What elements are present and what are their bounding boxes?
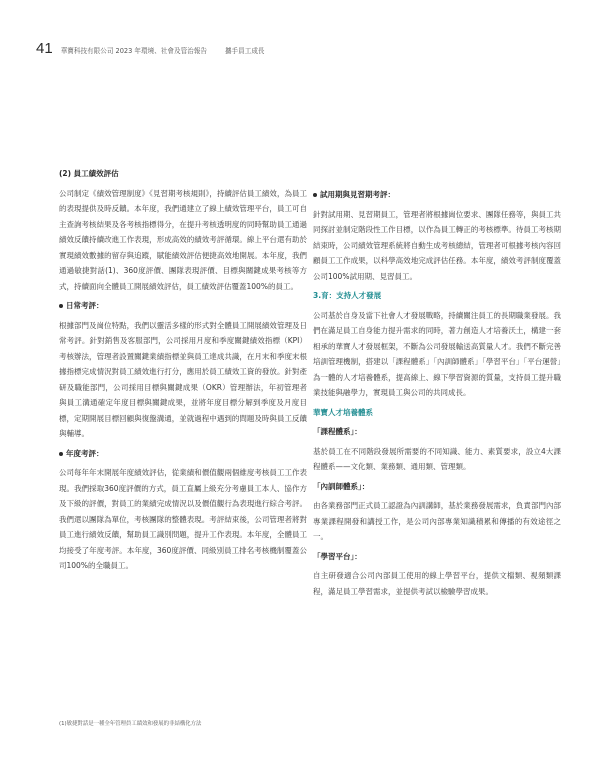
section-label: 攜手員工成長 [224, 47, 265, 55]
left-column [59, 166, 307, 578]
course-system-heading: 「課程體系」： [313, 427, 362, 436]
probation-heading [313, 187, 561, 203]
probation-paragraph: 針對試用期、見習期員工，管理者將根據崗位要求、團隊任務等，與員工共同探討並制定階段性工作目標，以作為員工轉正的考核標準。待員工考核期結束時，公司績效管理系統將自動生成考核總結，管理者可根據考核內容回顧員工工作成果，以科學高效地完成評估任務。本年度，績效考評制度覆蓋公司100%試用期、見習員工。 [313, 209, 561, 281]
learning-platform-paragraph: 自主研發適合公司內部員工使用的線上學習平台，提供文檔類、視頻類課程，滿足員工學習需求，並提供考試以檢驗學習成果。 [313, 571, 561, 596]
bullet-icon [59, 452, 63, 456]
talent-system-title: 華寶人才培養體系 [313, 407, 373, 417]
daily-review-heading-text: 日常考評： [66, 301, 104, 310]
intro-paragraph: 公司制定《績效管理制度》《見習期考核規則》，持續評估員工績效，為員工的表現提供及時反饋。本年度，我們通建立了線上績效管理平台，員工可自主查詢考核結果及各考核指標得分，在提升考核透明度的同時幫助員工通過績效反饋持續改進工作表現，形成高效的績效考評循環。線上平台還有助於實現績效數據的留存與追蹤，賦能績效評估便捷高效地開展。本年度，我們通過敏捷對話(1)、360度評價、團隊表現評價、目標與關鍵成果考核等方式，持續面向全體員工開展績效評估，員工績效評估覆蓋100%的員工。 [59, 188, 307, 291]
probation-heading-text: 試用期與見習期考評： [320, 190, 395, 199]
course-system-paragraph: 基於員工在不同階段發展所需要的不同知識、能力、素質要求，設立4大課程體系——文化類、業務類、通用類、管理類。 [313, 446, 561, 471]
annual-review-heading-text: 年度考評： [66, 448, 104, 458]
section-title: (2) 員工績效評估 [59, 169, 119, 178]
daily-review-paragraph: 根據部門及崗位特點，我們以靈活多樣的形式對全體員工開展績效管理及日常考評。針對銷售及客服部門，公司採用月度和季度關鍵績效指標（KPI）考核辦法，管理者設置關鍵業績指標並與員工達成共識，在月末和季度末根據指標完成情況對員工績效進行打分，應用於員工績效工資的發放。針對產研及職能部門，公司採用目標與關鍵成果（OKR）管理辦法，年初管理者與員工溝通確定年度目標與關鍵成果，並將年度目標分解到季度及月度目標，定期開展目標回顧與復盤溝通，並就過程中遇到的問題及時與員工反饋與輔導。 [59, 320, 307, 438]
page-number: 41 [36, 40, 53, 57]
learning-platform-heading: 「學習平台」： [313, 551, 362, 561]
footnote: (1)敏捷對話是一種全年管理員工績效和發展的非結構化方法 [59, 721, 202, 727]
trainer-system-heading: 「內訓師體系」： [313, 481, 370, 491]
trainer-system-paragraph: 由各業務部門正式員工認證為內訓講師，基於業務發展需求，負責部門內部專業課程開發和講授工作，是公司內部專業知識積累和傳播的有效途徑之一。 [313, 501, 561, 541]
right-column [313, 187, 561, 603]
annual-review-paragraph: 公司每年年末開展年度績效評估，從業績和價值觀兩個維度考核員工工作表現。我們採取360度評價的方式，員工直屬上級充分考慮員工本人、協作方及下級的評價，對員工的業績完成情況以及價值觀行為表現進行綜合考評。我們還以團隊為單位，考核團隊的整體表現。考評結束後，公司管理者將對員工進行績效反饋，幫助員工識別問題，提升工作表現。本年度，全體員工均接受了年度考評。本年度，360度評價、同級別員工排名考核機制覆蓋公司100%的全職員工。 [59, 468, 307, 570]
bullet-icon [313, 193, 317, 197]
report-title: 華寶科技有限公司 2023 年環境、社會及管治報告 [60, 47, 207, 55]
bullet-icon [59, 304, 63, 308]
daily-review-heading [59, 298, 307, 314]
annual-review-heading [59, 446, 307, 462]
talent-development-paragraph: 公司基於自身及當下社會人才發展戰略，持續關注員工的長期職業發展。我們在滿足員工自身能力提升需求的同時，著力創造人才培養沃土，構建一套相承的華寶人才發展框架，不斷為公司發展輸送高質量人才。我們不斷完善培訓管理機制，搭建以「課程體系」「內訓師體系」「學習平台」「平台運營」為一體的人才培養體系，提高線上、線下學習資源的質量，支持員工提升職業技能與融學力，實現員工與公司的共同成長。 [313, 310, 561, 397]
talent-development-title: 3.育：支持人才發展 [313, 291, 382, 300]
page-header [36, 40, 265, 57]
